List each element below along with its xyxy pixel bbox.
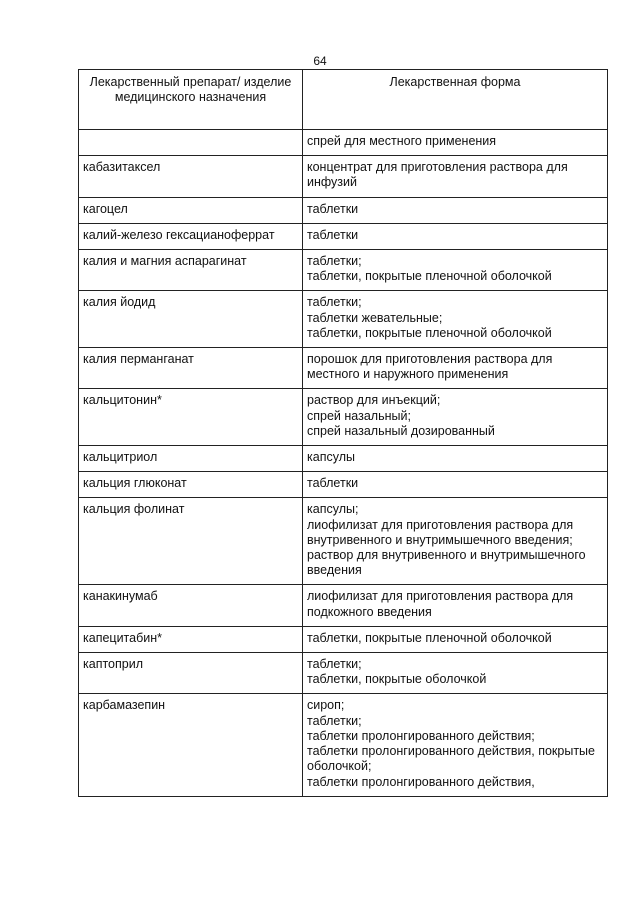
dosage-form-line: капсулы [307,450,355,465]
dosage-form-line: лиофилизат для приготовления раствора для подкожного введения [307,589,574,619]
dosage-form-line: таблетки [307,201,359,216]
dosage-form-cell [303,348,608,389]
drug-name-cell: капецитабин* [79,626,303,652]
dosage-form-cell [303,585,608,626]
drug-name-cell: кальция глюконат [79,472,303,498]
drug-table [78,69,608,797]
drug-name-cell: кальцитонин* [79,389,303,446]
dosage-form-line: сироп; [307,698,345,713]
table-row [79,472,608,498]
table-row [79,694,608,796]
table-row [79,130,608,156]
table-row [79,446,608,472]
dosage-form-cell [303,223,608,249]
dosage-form-cell [303,626,608,652]
drug-name-cell: карбамазепин [79,694,303,796]
drug-name-cell: калий-железо гексацианоферрат [79,223,303,249]
dosage-form-line: таблетки пролонгированного действия, [307,774,535,789]
table-row [79,156,608,197]
table-row [79,626,608,652]
dosage-form-line: таблетки пролонгированного действия, покрытые оболочкой; [307,744,595,774]
dosage-form-line: лиофилизат для приготовления раствора для внутривенного и внутримышечного введения; [307,517,574,547]
drug-name-cell: калия перманганат [79,348,303,389]
table-row [79,348,608,389]
header-drug: Лекарственный препарат/ изделие медицинского назначения [79,70,303,130]
table-row [79,389,608,446]
dosage-form-line: таблетки, покрытые оболочкой [307,672,487,687]
table-row [79,197,608,223]
drug-name-cell: калия йодид [79,291,303,348]
dosage-form-cell [303,291,608,348]
dosage-form-line: спрей назальный; [307,408,411,423]
dosage-form-line: концентрат для приготовления раствора для инфузий [307,160,568,190]
table-row [79,250,608,291]
dosage-form-line: таблетки; [307,713,362,728]
dosage-form-line: таблетки; [307,254,362,269]
drug-name-cell: кальцитриол [79,446,303,472]
dosage-form-line: спрей назальный дозированный [307,423,495,438]
drug-name-cell: кагоцел [79,197,303,223]
dosage-form-cell [303,156,608,197]
dosage-form-cell [303,694,608,796]
dosage-form-cell [303,653,608,694]
dosage-form-line: спрей для местного применения [307,134,497,148]
dosage-form-line: таблетки, покрытые пленочной оболочкой [307,269,552,284]
table-header-row [79,70,608,130]
drug-name-cell: каптоприл [79,653,303,694]
dosage-form-line: таблетки жевательные; [307,310,443,325]
drug-name-cell: кальция фолинат [79,498,303,585]
table-row [79,498,608,585]
dosage-form-line: порошок для приготовления раствора для местного и наружного применения [307,352,553,382]
dosage-form-cell [303,197,608,223]
dosage-form-line: таблетки; [307,295,362,310]
dosage-form-cell [303,472,608,498]
header-form: Лекарственная форма [303,70,608,130]
dosage-form-cell [303,446,608,472]
table-row [79,653,608,694]
dosage-form-line: раствор для инъекций; [307,393,441,408]
dosage-form-line: таблетки [307,476,359,491]
dosage-form-cell [303,389,608,446]
dosage-form-line: таблетки [307,227,359,242]
drug-name-cell [79,130,303,156]
table-row [79,223,608,249]
page-number: 64 [313,54,327,68]
drug-name-cell: калия и магния аспарагинат [79,250,303,291]
dosage-form-line: таблетки; [307,657,362,672]
table-row [79,291,608,348]
dosage-form-line: таблетки, покрытые пленочной оболочкой [307,325,552,340]
dosage-form-line: раствор для внутривенного и внутримышечного введения [307,548,586,578]
dosage-form-line: таблетки пролонгированного действия; [307,728,535,743]
table-body [79,130,608,797]
drug-name-cell: кабазитаксел [79,156,303,197]
dosage-form-line: капсулы; [307,502,359,517]
table-row [79,585,608,626]
dosage-form-cell [303,130,608,156]
dosage-form-cell [303,250,608,291]
dosage-form-cell [303,498,608,585]
dosage-form-line: таблетки, покрытые пленочной оболочкой [307,630,552,645]
drug-name-cell: канакинумаб [79,585,303,626]
